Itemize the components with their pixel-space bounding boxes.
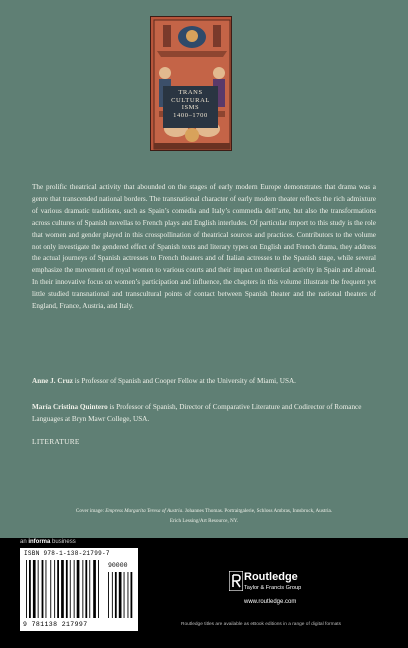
barcode-bar xyxy=(33,560,36,618)
barcode-bar xyxy=(50,560,51,618)
book-description xyxy=(32,182,376,313)
series-title-line: ISMS xyxy=(181,104,200,111)
credit-line-1 xyxy=(0,507,408,517)
barcode-bar xyxy=(42,560,44,618)
credit-line-2: Erich Lessing/Art Resource, NY. xyxy=(169,517,239,524)
barcode-bar xyxy=(57,560,59,618)
isbn-barcode xyxy=(20,548,138,631)
price-barcode-bar xyxy=(124,572,125,618)
series-title-line: TRANS xyxy=(178,89,203,96)
barcode-digits: 9 781138 217997 xyxy=(23,621,88,628)
barcode-bar xyxy=(98,560,99,618)
barcode-bar xyxy=(54,560,55,618)
informa-suffix: business xyxy=(50,539,76,545)
cover-image-credit xyxy=(0,507,408,526)
routledge-logo-icon xyxy=(229,571,243,591)
subject-category: LITERATURE xyxy=(32,437,80,446)
publisher-url: www.routledge.com xyxy=(244,599,297,605)
series-title-line: CULTURAL xyxy=(171,96,210,104)
price-code: 90000 xyxy=(108,562,128,569)
ebook-availability-note: Routledge titles are available as eBook editions in a range of digital formats xyxy=(181,622,341,627)
barcode-bar xyxy=(61,560,64,618)
barcode-bar xyxy=(70,560,71,618)
publisher-group: Taylor & Francis Group xyxy=(244,585,302,591)
series-emblem-image xyxy=(150,16,232,151)
author-name: Anne J. Cruz xyxy=(32,377,73,385)
barcode-bar xyxy=(38,560,39,618)
credit-artwork-details: . Johannes Thomas. Portraitgalerie, Schloss Ambras, Innsbruck, Austria. xyxy=(182,508,333,514)
credit-artwork-title: Empress Margarita Teresa of Austria xyxy=(105,508,183,514)
barcode-bars xyxy=(20,548,138,631)
barcode-bar xyxy=(74,560,75,618)
series-title-line: 1400–1700 xyxy=(173,111,208,119)
barcode-bar xyxy=(82,560,83,618)
author-description: is Professor of Spanish and Cooper Fellow at the University of Miami, USA. xyxy=(72,377,296,385)
barcode-bar xyxy=(46,560,47,618)
isbn-label: ISBN 978-1-138-21799-7 xyxy=(24,550,110,557)
informa-business-label xyxy=(20,539,76,545)
barcode-bar xyxy=(77,560,80,618)
price-barcode-bar xyxy=(112,572,113,618)
ornamental-frame-illustration xyxy=(151,17,233,152)
informa-prefix: an xyxy=(20,539,29,545)
publisher-name: Routledge xyxy=(244,571,298,583)
price-barcode-bar xyxy=(128,572,129,618)
author-bio-quintero xyxy=(32,402,376,426)
description-paragraph: The prolific theatrical activity that abounded on the stages of early modern Europe demonstrates that drama was a genre that transcended national borders. The transnational character of early modern theater reflects the rich admixture of various dramatic traditions, such as Spain’s comedia and Italy’s commedia dell’arte, but also the transformations across cultures of Spanish novellas to French plays and English interludes. Of particular import to this study is the role that women and gender played in this crosspollination of theatrical sources and practices. Contributors to the volume not only investigate the gendered effect of Spanish texts and literary types on English and French drama, they address the actual journeys of Spanish actresses to French theaters and of Italian actresses to the Spanish stage, while several emphasize the movement of royal women to various courts and their impact on theatrical activity in Spain and abroad. In their innovative focus on women’s participation and influence, the chapters in this volume illustrate the frequent yet little studied transnational and transcultural points of contact between Spanish theater and the national theaters of England, France, Austria, and Italy. xyxy=(32,183,376,311)
informa-brand: informa xyxy=(28,539,51,545)
barcode-bar xyxy=(26,560,27,618)
price-barcode-bar xyxy=(115,572,117,618)
barcode-bar xyxy=(85,560,87,618)
barcode-bar xyxy=(89,560,90,618)
author-description: is Professor of Spanish, Director of Comparative Literature and Codirector of Romance Languages at Bryn Mawr College, USA. xyxy=(32,403,362,423)
barcode-bar xyxy=(29,560,31,618)
price-barcode-bar xyxy=(108,572,109,618)
barcode-bar xyxy=(66,560,68,618)
author-name: María Cristina Quintero xyxy=(32,403,108,411)
credit-prefix: Cover image: xyxy=(75,508,106,514)
price-barcode-bar xyxy=(119,572,122,618)
series-title-box xyxy=(163,86,218,128)
barcode-bar xyxy=(93,560,96,618)
author-bio-cruz xyxy=(32,376,376,388)
price-barcode-bar xyxy=(131,572,133,618)
